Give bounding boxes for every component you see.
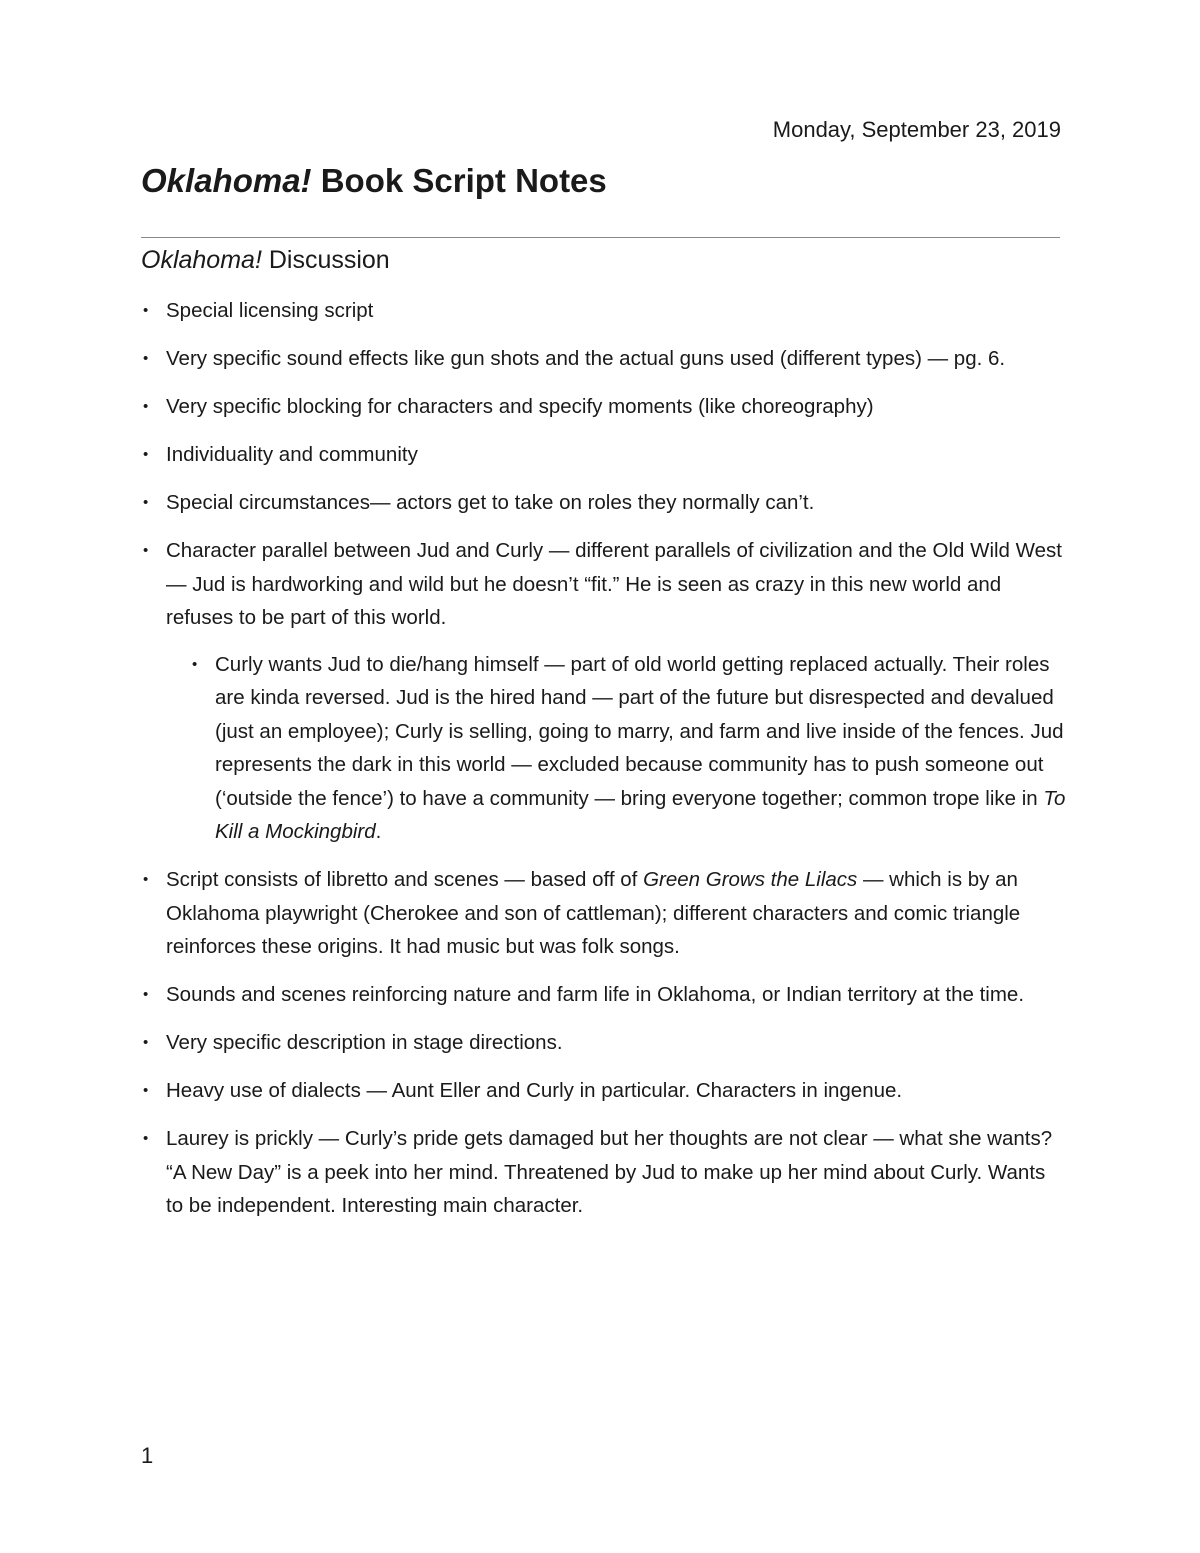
list-item <box>141 294 1066 328</box>
list-item <box>141 1074 1066 1108</box>
section-heading <box>141 243 390 277</box>
list-item <box>141 1122 1066 1223</box>
list-item-text: Individuality and community <box>166 443 418 466</box>
bullet-icon: • <box>143 871 149 888</box>
bullet-icon: • <box>143 1082 149 1099</box>
notes-list <box>141 294 1066 1237</box>
bullet-icon: • <box>143 1130 149 1147</box>
bullet-icon: • <box>143 494 149 511</box>
bullet-icon: • <box>143 986 149 1003</box>
bullet-icon: • <box>143 446 149 463</box>
bullet-icon: • <box>143 1034 149 1051</box>
bullet-icon: • <box>143 350 149 367</box>
list-item <box>141 863 1066 964</box>
list-item <box>141 438 1066 472</box>
title-rest-part: Book Script Notes <box>311 162 607 199</box>
sub-list <box>166 648 1066 849</box>
list-item-text: Character parallel between Jud and Curly — different parallels of civilization and the Old Wild West — Jud is hardworking and wild but he doesn’t “fit.” He is seen as crazy in this new world and refuses to be part of this world. <box>166 539 1062 629</box>
list-item-text: Laurey is prickly — Curly’s pride gets damaged but her thoughts are not clear — what she wants? “A New Day” is a peek into her mind. Threatened by Jud to make up her mind about Curly. Wants to be independent. Interesting main character. <box>166 1127 1053 1217</box>
title-divider <box>141 237 1060 238</box>
section-heading-italic-part: Oklahoma! <box>141 246 262 274</box>
play-title-italic: Green Grows the Lilacs <box>643 868 858 891</box>
bullet-icon: • <box>143 398 149 415</box>
list-item <box>141 486 1066 520</box>
sub-list-item-text: Curly wants Jud to die/hang himself — part of old world getting replaced actually. Their roles are kinda reversed. Jud is the hired hand — part of the future but disrespected and devalued (just an employee); Curly is selling, going to marry, and farm and live inside of the fences. Jud represents the dark in this world — excluded because community has to push someone out (‘outside the fence’) to have a community — bring everyone together; common trope like in <box>215 652 1064 810</box>
list-item-text: Very specific sound effects like gun shots and the actual guns used (different types) — pg. 6. <box>166 347 1006 370</box>
list-item-text-end: — which is by an Oklahoma playwright (Cherokee and son of cattleman); different characters and comic triangle reinforces these origins. It had music but was folk songs. <box>166 868 1021 958</box>
document-title <box>141 160 607 202</box>
bullet-icon: • <box>143 302 149 319</box>
sub-list-item <box>190 648 1066 849</box>
list-item-text: Special circumstances— actors get to take on roles they normally can’t. <box>166 491 815 514</box>
list-item-text: Heavy use of dialects — Aunt Eller and Curly in particular. Characters in ingenue. <box>166 1079 903 1102</box>
title-italic-part: Oklahoma! <box>141 162 312 199</box>
list-item <box>141 1026 1066 1060</box>
list-item <box>141 342 1066 376</box>
list-item-text: Special licensing script <box>166 299 374 322</box>
sub-list-item-text-end: . <box>375 820 382 843</box>
list-item <box>141 534 1066 849</box>
list-item <box>141 978 1066 1012</box>
list-item <box>141 390 1066 424</box>
page-number: 1 <box>141 1443 154 1468</box>
list-item-text: Sounds and scenes reinforcing nature and farm life in Oklahoma, or Indian territory at the time. <box>166 983 1025 1006</box>
book-title-italic: To Kill a Mockingbird <box>215 786 1066 843</box>
list-item-text: Very specific blocking for characters and specify moments (like choreography) <box>166 395 874 418</box>
document-date: Monday, September 23, 2019 <box>772 117 1061 142</box>
bullet-icon: • <box>143 542 149 559</box>
bullet-icon: • <box>192 655 198 673</box>
list-item-text: Very specific description in stage directions. <box>166 1031 563 1054</box>
section-heading-rest-part: Discussion <box>261 246 390 274</box>
list-item-text: Script consists of libretto and scenes — based off of <box>166 868 644 891</box>
